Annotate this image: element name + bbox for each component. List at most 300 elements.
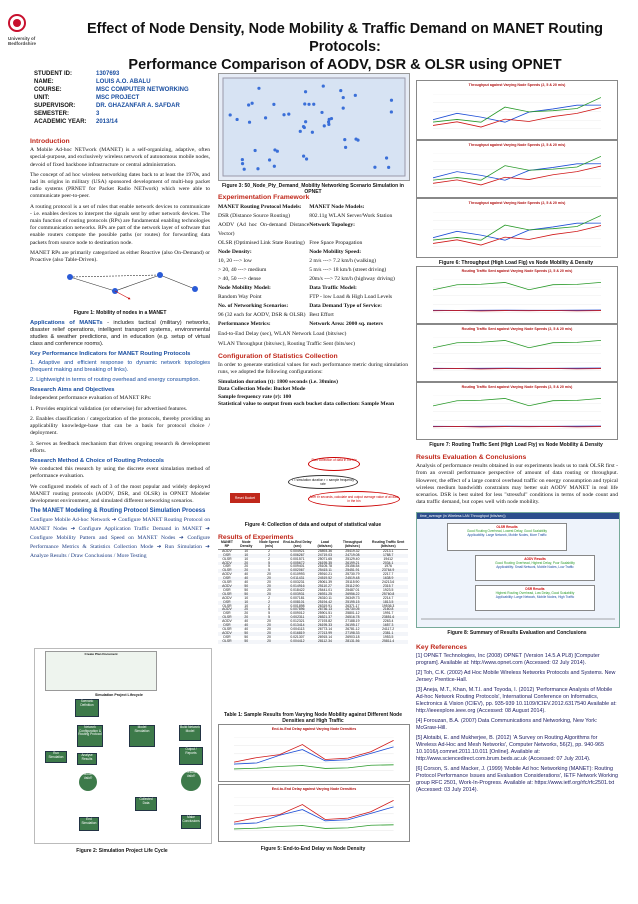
table-cell: 19536.3 [382, 603, 395, 608]
experiment-row [218, 311, 408, 320]
table-header: Load (bits/sec) [313, 541, 336, 549]
table-cell: 20 [267, 572, 271, 577]
table-cell: 0.010993 [290, 572, 305, 577]
table-cell: 26195.33 [317, 623, 332, 628]
table-cell: 28112.34 [317, 638, 332, 643]
info-row [34, 70, 189, 78]
table-cell: 26319.91 [317, 603, 332, 608]
info-key: SUPERVISOR: [34, 103, 76, 109]
table-cell: 26195.35 [317, 560, 332, 565]
delay-chart-2 [234, 797, 394, 831]
table-cell: OLSR [222, 580, 232, 585]
experiment-cell: Free Space Propagation [309, 240, 363, 247]
table-cell: 25112.90 [345, 583, 360, 588]
experiment-cell: AODV (Ad hoc On-demand Distance Vector) [218, 222, 310, 238]
scenario-node [241, 158, 244, 161]
table-cell: 20 [244, 568, 249, 573]
scenario-node [305, 157, 308, 160]
figure-1-caption: Figure 1: Mobility of nodes in a MANET [73, 310, 167, 317]
scenario-node [327, 123, 330, 126]
table-cell: 50 [244, 587, 249, 592]
scenario-node [387, 166, 390, 169]
scenario-node [322, 84, 325, 87]
flow-decision-1: Model Valid? [79, 773, 97, 791]
flow-decision-2: Results Valid? [181, 771, 201, 791]
throughput-chart-2 [433, 153, 601, 187]
experiment-cell: Data Demand Type of Service: [309, 303, 382, 310]
figure-4-bucket-diagram [226, 457, 406, 515]
table-cell: 5 [268, 564, 270, 569]
info-key: ACADEMIC YEAR: [34, 119, 87, 125]
scenario-node [390, 99, 393, 102]
dsr-note-1: Highest Routing Overhead, Low Delay, Good Scalability [495, 591, 575, 596]
table-cell: 10 [244, 556, 249, 561]
table-cell: OLSR [222, 626, 232, 631]
figure-8-summary [416, 512, 620, 628]
method-paragraph-1: We conducted this research by using the discrete event simulation method of performance evaluation. [30, 466, 210, 480]
table-cell: 26915.14 [317, 634, 332, 639]
table-cell: 50 [244, 583, 249, 588]
table-cell: 40 [244, 626, 249, 631]
series-olsr [234, 825, 394, 829]
table-cell: 27188.19 [345, 619, 360, 624]
bucket-params: t = simulation duration r = sample frequency rate [288, 475, 358, 489]
summary-window-title: time_average (in Wireless LAN Throughput (bits/sec)) [417, 513, 619, 519]
scenario-node [304, 90, 307, 93]
scenario-node [251, 102, 254, 105]
table-cell: 1788.7 [382, 552, 394, 557]
aodv-note-1: Good Routing Overhead, Highest Delay, Poor Scalability [495, 561, 575, 566]
series-olsr [433, 157, 601, 181]
info-key: NAME: [34, 79, 54, 85]
table-cell: OLSR [222, 556, 232, 561]
panel-title: Throughput against Varying Node Speeds (2, 5 & 20 m/s) [468, 83, 566, 87]
reference-item: [5] Alotaibi, E. and Mukherjee, B. (2012) 'A Survey on Routing Algorithms for Wireless Ad-Hoc and Mesh Networks', Computer Networks, 56(2), pp. 940-965 10.1016/j.comnet.2011.10.011 [Online]. Available at: http://www.sciencedirect.com.brum.beds.ac.uk (Accessed: 07 July 2014). [416, 735, 604, 762]
references-heading: Key References [416, 644, 468, 651]
aims-intro: Independent performance evaluation of MANET RPs: [30, 395, 152, 402]
bucket-start: Start collection of data in the bin [308, 457, 360, 471]
table-1-caption: Table 1: Sample Results from Varying Node Mobility against Different Node Densities and High Traffic [224, 712, 402, 724]
panel-title: End-to-End Delay against Varying Node Densities [271, 727, 357, 731]
table-cell: 25071.65 [317, 556, 332, 561]
aims-3: 3. Serves as feedback mechanism that drives ongoing research & development efforts. [30, 440, 210, 454]
figure-6-panel-1 [416, 80, 618, 140]
scenario-node [390, 110, 393, 113]
table-cell: 24519.52 [317, 576, 332, 581]
experiment-cell: Data Traffic Model: [309, 285, 357, 292]
aodv-note-2: Applicability: Small Network, Mobile Nodes, Low Traffic [496, 565, 574, 570]
method-heading: Research Method & Choice of Routing Protocols [30, 457, 164, 464]
experiment-cell: MANET Routing Protocol Models: [218, 204, 302, 211]
experiment-heading: Experimentation Framework [218, 194, 310, 201]
series-olsr [433, 215, 601, 240]
table-cell: 25061.39 [317, 580, 332, 585]
scenario-node [302, 125, 305, 128]
experiment-row [218, 284, 408, 293]
table-cell: AODV [222, 583, 232, 588]
scenario-node [282, 113, 285, 116]
table-cell: 0.013414 [290, 623, 305, 628]
routing-chart-1 [433, 279, 601, 313]
lifecycle-plan-box [45, 651, 157, 691]
table-cell: 25441.01 [317, 587, 332, 592]
table-cell: 40 [244, 623, 249, 628]
evaluation-heading: Results Evaluation & Conclusions [416, 454, 527, 461]
table-cell: 27193.82 [317, 619, 332, 624]
table-cell: 25415.11 [317, 568, 332, 573]
table-cell: 26195.17 [345, 623, 360, 628]
table-cell: 0.018422 [290, 587, 305, 592]
info-key: SEMESTER: [34, 111, 70, 117]
scenario-node [343, 138, 346, 141]
table-cell: 1953.5 [382, 634, 394, 639]
process-heading: The MANET Modeling & Routing Protocol Simulation Process [30, 508, 206, 515]
scenario-node [312, 103, 315, 106]
results-heading: Results of Experiments [218, 534, 294, 541]
table-cell: 2217.7 [382, 572, 394, 577]
table-cell: 24117.2 [382, 626, 395, 631]
panel-title: Throughput against Varying Node Speeds (2, 5 & 20 m/s) [468, 201, 566, 205]
olsr-note-1: Good Routing Overhead, Lowest Delay, Good Scalability [466, 529, 548, 534]
table-cell: 25419.32 [345, 548, 360, 553]
scenario-node [307, 103, 310, 106]
experiment-framework-table [218, 203, 408, 329]
experiment-cell: > 40, 50 ---> dense [218, 276, 261, 283]
table-cell: 2 [268, 556, 270, 561]
experiment-cell: > 20, 40 ---> medium [218, 267, 267, 274]
table-cell: 26781.12 [345, 626, 360, 631]
table-cell: 10 [244, 552, 249, 557]
references-list [416, 653, 618, 794]
figure-6-panel-2 [416, 140, 618, 198]
table-cell: 2 [268, 548, 270, 553]
reference-item: [3] Aneja, M.T., Khan, M.T.I. and Toyoda, I. (2012) 'Performance Analysis of Mobile Ad-hoc Network Routing Protocols', International Conference on Informatics, Electronics & Vision (ICIEV), pp. 935-939 10.1109/ICIEV.2012.6317540 Available at: http://ieeexplore.ieee.org (Accessed: 08 August 2014). [416, 687, 617, 714]
table-cell: 0.003231 [290, 580, 305, 585]
table-row [218, 640, 408, 644]
table-cell: DSR [223, 576, 231, 581]
table-cell: 23851.6 [382, 615, 395, 620]
scenario-node [256, 167, 259, 170]
table-cell: 2263.4 [382, 619, 394, 624]
panel-title: End-to-End Delay against Varying Node Densities [271, 787, 357, 791]
intro-heading: Introduction [30, 138, 70, 145]
table-cell: 0.009012 [290, 611, 305, 616]
series-olsr [433, 283, 601, 291]
table-cell: 40 [244, 576, 249, 581]
table-header: MANET RP [218, 541, 236, 549]
figure-7-caption: Figure 7: Routing Traffic Sent (High Load Fty) vs Node Mobility & Density [429, 442, 603, 448]
table-cell: 10 [244, 603, 249, 608]
table-cell: 26310.11 [317, 595, 332, 600]
table-cell: 25105.78 [317, 564, 332, 569]
intro-paragraph-4: MANET RPs are primarily categorized as either Reactive (also On-Demand) or Proactive (also Table-Driven). [30, 249, 210, 264]
scenario-node [272, 103, 275, 106]
experiment-cell: 5 m/s ---> 18 km/h (street driving) [309, 267, 387, 274]
evaluation-paragraph: Analysis of performance results obtained in our experiments leads us to rank OLSR first - from an overall performance perspective of amount of data routing or throughput. However, the effect of a large control overhead traffic on energy consumption and typical wireless medium bandwidth constraints may better suit AODV MANET in real life scenarios. DSR is best suited for less "stressful" conditions in terms of node count and data traffic demand, but copes well with node mobility. [416, 463, 618, 506]
scenario-node [254, 149, 257, 152]
experiment-row [218, 221, 408, 239]
table-cell: 26349.73 [345, 595, 360, 600]
table-cell: 10 [244, 595, 249, 600]
table-cell: 25760.8 [382, 591, 395, 596]
table-cell: 20 [267, 634, 271, 639]
table-cell: DSR [223, 623, 231, 628]
student-info [34, 70, 189, 126]
table-cell: 0.003931 [290, 591, 305, 596]
info-key: COURSE: [34, 87, 62, 93]
table-header: End-to-End Delay (sec) [283, 540, 312, 548]
config-duration: Simulation duration (t): 1800 seconds (i.e. 30mins) [218, 379, 338, 386]
table-cell: AODV [222, 560, 232, 565]
figure-6-caption: Figure 6: Throughput (High Load Fig) vs Node Mobility & Density [438, 260, 594, 266]
series-dsr [234, 801, 394, 823]
experiment-cell: MANET Node Models: [309, 204, 365, 211]
throughput-chart-1 [433, 94, 601, 129]
table-header: Throughput (bits/sec) [336, 541, 368, 549]
scenario-node [303, 102, 306, 105]
routing-chart-2 [433, 337, 601, 371]
table-cell: 2315.7 [382, 583, 394, 588]
table-cell: 5 [268, 607, 270, 612]
experiment-cell: Random Way Point [218, 294, 262, 301]
table-cell: 27198.33 [345, 630, 360, 635]
figure-7-panel-1 [416, 266, 618, 324]
experiment-cell: Network Area: 2000 sq. meters [309, 321, 383, 328]
info-key: STUDENT ID: [34, 71, 72, 77]
config-output: Statistical value to output from each bucket data collection: Sample Mean [218, 400, 395, 407]
scenario-node [344, 146, 347, 149]
middle-column [218, 190, 408, 408]
table-cell: 0.007181 [290, 595, 305, 600]
experiment-metrics-2: WLAN Throughput (bits/sec), Routing Traffic Sent (bits/sec) [218, 341, 355, 348]
table-cell: 2214.7 [382, 595, 394, 600]
table-cell: OLSR [222, 568, 232, 573]
table-cell: 1976 [384, 564, 392, 569]
intro-paragraph-3: A routing protocol is a set of rules that enable network devices to communicate - i.e. enables devices to interpret the signals sent by other network devices. The main function of routing protocols (RPs) are fundamental enabling technologies for communication networks. RPs are part of the network layer of software that enable routers compute the possible paths (or routes) for forwarding data packets from source node to destination node. [30, 203, 210, 246]
table-cell: 20 [244, 611, 249, 616]
table-cell: 1923.5 [382, 587, 394, 592]
routing-chart-3 [433, 395, 601, 429]
table-cell: AODV [222, 548, 232, 553]
experiment-row [218, 320, 408, 329]
experiment-cell: Performance Metrics: [218, 321, 271, 328]
kpi-heading: Key Performance Indicators for MANET Routing Protocols [30, 351, 191, 358]
dsr-note-2: Applicability: Large Network, Mobile Nodes, High Traffic [495, 595, 575, 600]
table-cell: 26371.17 [345, 603, 360, 608]
flow-box-9: End Simulation [79, 817, 99, 831]
table-cell: AODV [222, 607, 232, 612]
info-row [34, 110, 189, 118]
experiment-row [218, 248, 408, 257]
table-cell: AODV [222, 619, 232, 624]
reference-item: [6] Corson, S. and Macker, J. (1999) 'Mobile Ad hoc Networking (MANET): Routing Protocol Performance Issues and Evaluation Considerations', IETF Network Working group RFC 2501, Work-In-Progress. Available at: https://www.ietf.org/rfc/rfc2501.txt (Accessed: 03 July 2014). [416, 766, 618, 793]
table-cell: 1813.5 [382, 599, 394, 604]
table-cell: OLSR [222, 591, 232, 596]
info-value: 2013/14 [96, 119, 118, 125]
scenario-node [311, 131, 314, 134]
table-cell: OLSR [222, 603, 232, 608]
experiment-cell: 10, 20 ---> low [218, 258, 252, 265]
panel-title: Throughput against Varying Node Speeds (2, 5 & 20 m/s) [468, 143, 566, 147]
table-cell: 0.009401 [290, 564, 305, 569]
poster-title [60, 20, 630, 74]
experiment-row [218, 203, 408, 212]
reference-item: [1] OPNET Technologies, Inc (2008) OPNET (Version 14.5.A PL8) [Computer program]. Available at: http://www.opnet.com (Accessed: 02 July 2014). [416, 653, 600, 666]
table-cell: 1991.7 [382, 611, 394, 616]
figure-7-panel-2 [416, 324, 618, 382]
info-key: UNIT: [34, 95, 50, 101]
olsr-note-2: Applicability: Large Network, Mobile Nodes, More Traffic [467, 533, 547, 538]
scenario-node [323, 124, 326, 127]
table-cell: 24719.03 [317, 552, 332, 557]
table-cell: 20 [267, 623, 271, 628]
series-olsr [433, 97, 601, 122]
table-cell: 20 [244, 560, 249, 565]
apps-heading: Applications of MANETs [30, 319, 103, 326]
dsr-label: DSR Results [525, 587, 545, 591]
table-cell: 20 [267, 638, 271, 643]
figure-3-caption: Figure 3: 50_Node_Pty_Demand_Mobility Networking Scenario Simulation in OPNET [222, 183, 404, 195]
table-cell: 0.001898 [290, 603, 305, 608]
scenario-node-map [219, 74, 409, 180]
info-row [34, 102, 189, 110]
scenario-node [330, 117, 333, 120]
aims-2: 2. Enables classification / categorization of the protocols, thereby providing an applicability knowledge-base that can be a basis for protocol choice / deployment. [30, 415, 210, 437]
table-cell: AODV [222, 595, 232, 600]
reference-item: [2] Toh, C.K. (2002) Ad Hoc Mobile Wireless Networks Protocols and Systems. New Jersey: Prentice-Hall. [416, 670, 616, 683]
table-cell: 27213.99 [317, 630, 332, 635]
info-value: DR. GHAZANFAR A. SAFDAR [96, 103, 180, 109]
reset-bucket: Reset Bucket [230, 493, 260, 503]
table-cell: 2 [268, 599, 270, 604]
table-cell: 26956.22 [345, 591, 360, 596]
olsr-label: OLSR Results [496, 525, 518, 529]
flow-box-10: Make Conclusions [181, 815, 201, 829]
experiment-cell: Node Mobility Model: [218, 285, 271, 292]
table-cell: 26903.18 [345, 634, 360, 639]
scenario-node [273, 148, 276, 151]
references-section [416, 640, 618, 797]
university-logo [8, 14, 54, 54]
method-paragraph-2: We configured models of each of 3 of the most popular and widely deployed MANET routing protocols (AODV, DSR, and OLSR) in OPNET Modeler development environment, and simulated different networking scenarios. [30, 483, 210, 504]
figure-6-panel-3 [416, 198, 618, 258]
table-cell: 40 [244, 580, 249, 585]
table-cell: 0.001571 [290, 556, 305, 561]
table-cell: 20 [267, 583, 271, 588]
experiment-cell: 96 (32 each for AODV, DSR & OLSR) [218, 312, 306, 319]
table-cell: 1638.9 [382, 576, 394, 581]
series-aodv [234, 747, 394, 764]
table-header: Node Speed (m/s) [257, 541, 282, 549]
table-cell: 26931.25 [317, 591, 332, 596]
scenario-node [248, 121, 251, 124]
kpi-2: 2. Lightweight in terms of routing overhead and energy consumption. [30, 377, 201, 384]
figure-2-lifecycle [34, 648, 212, 844]
info-value: LOUIS A.O. ABALU [96, 79, 151, 85]
figure-7-panel-3 [416, 382, 618, 440]
info-value: 1307693 [96, 71, 120, 77]
table-cell: 5 [268, 560, 270, 565]
config-paragraph: In order to generate statistical values for each performance metric during simulation runs, we adopted the following configurations: [218, 361, 408, 376]
table-cell: 10 [244, 599, 249, 604]
scenario-node [385, 156, 388, 159]
flow-box-3: Model Simulation [129, 725, 155, 747]
table-cell: 1657.3 [382, 623, 394, 628]
scenario-node [304, 120, 307, 123]
figure-5-panel-2 [218, 784, 410, 842]
table-cell: 0.002311 [290, 615, 305, 620]
experiment-cell: FTP - low Load & High Load Levels [309, 294, 393, 301]
table-cell: 0.007896 [290, 607, 305, 612]
table-cell: 20 [267, 630, 271, 635]
table-cell: 0.004921 [290, 548, 305, 553]
table-cell: 24213.6 [382, 580, 395, 585]
table-cell: 25156.54 [345, 564, 360, 569]
table-cell: 0.004113 [290, 626, 305, 631]
table-cell: DSR [223, 634, 231, 639]
table-cell: 26199.21 [345, 560, 360, 565]
experiment-row [218, 275, 408, 284]
table-cell: 0.008101 [290, 599, 305, 604]
flow-box-6: Analyse Results [77, 753, 97, 765]
title-line-2: Performance Comparison of AODV, DSR & OLSR using OPNET [128, 57, 562, 73]
summary-axis [421, 613, 615, 625]
table-cell: 25801.12 [345, 611, 360, 616]
scenario-node [241, 162, 244, 165]
config-frequency: Sample frequency rate (r): 100 [218, 393, 292, 400]
figure-8-caption: Figure 8: Summary of Results Evaluation and Conclusions [447, 630, 587, 636]
table-cell: 2 [268, 603, 270, 608]
table-cell: 0.002067 [290, 568, 305, 573]
table-header: Routing Traffic Sent (bits/sec) [368, 541, 408, 549]
experiment-row [218, 239, 408, 248]
table-cell: AODV [222, 572, 232, 577]
table-cell: DSR [223, 599, 231, 604]
title-line-1: Effect of Node Density, Node Mobility & Traffic Demand on MANET Routing Protocols: [86, 21, 604, 55]
table-cell: 2381.1 [382, 630, 394, 635]
table-cell: 23764.9 [382, 568, 395, 573]
table-cell: 0.016819 [290, 630, 305, 635]
intro-paragraph-2: The concept of ad hoc wireless networking dates back to at least the 1970s, and had its origins in military (USA) sponsored development of multi-hop packet radio systems (PRNET for Packet Radio NETwork) which were able to communicate peer-to-peer. [30, 171, 210, 200]
figure-4-caption: Figure 4: Collection of data and output of statistical value [244, 522, 382, 528]
table-cell: 20 [267, 576, 271, 581]
plan-title: Create Plan Document [84, 652, 118, 656]
table-cell: 40 [244, 572, 249, 577]
experiment-row [218, 266, 408, 275]
info-value: MSC COMPUTER NETWORKING [96, 87, 189, 93]
experiment-cell: DSR (Distance Source Routing) [218, 213, 290, 220]
scenario-node [339, 89, 342, 92]
info-value: 3 [96, 111, 100, 117]
table-cell: 5 [268, 611, 270, 616]
figure-5-caption: Figure 5: End-to-End Delay vs Node Density [260, 846, 366, 852]
table-cell: 20 [244, 615, 249, 620]
table-cell: 10 [244, 548, 249, 553]
experiment-cell: No. of Networking Scenarios: [218, 303, 289, 310]
table-cell: 25901.51 [317, 611, 332, 616]
logo-mark-icon [8, 14, 26, 32]
table-cell: 26730.05 [345, 607, 360, 612]
table-cell: 2213.1 [382, 548, 394, 553]
aims-heading: Research Aims and Objectives [30, 387, 115, 394]
scenario-node [264, 116, 267, 119]
scenario-node [229, 113, 232, 116]
flow-box-7: Output / Reports [179, 747, 203, 765]
table-cell: 2 [268, 552, 270, 557]
delay-chart-1 [234, 737, 394, 771]
table-cell: 20 [267, 587, 271, 592]
info-row [34, 94, 189, 102]
